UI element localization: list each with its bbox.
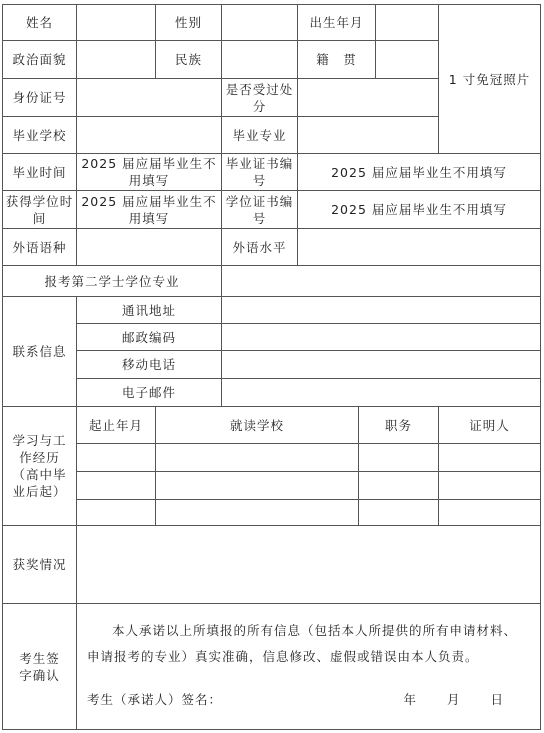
promise-text: 本人承诺以上所填报的所有信息（包括本人所提供的所有申请材料、申请报考的专业）真实准确，信息修改、虚假或错误由本人负责。 — [87, 623, 518, 664]
birth-label: 出生年月 — [297, 4, 376, 41]
school-label: 毕业学校 — [2, 116, 77, 154]
exp-row2-period[interactable] — [76, 471, 156, 500]
email-label: 电子邮件 — [76, 378, 222, 407]
degree-no-note: 2025 届应届毕业生不用填写 — [297, 190, 541, 229]
mobile-field[interactable] — [221, 350, 541, 379]
second-degree-label: 报考第二学士学位专业 — [2, 265, 222, 297]
ethnicity-label: 民族 — [155, 40, 222, 79]
exp-row3-position[interactable] — [358, 499, 439, 526]
diploma-no-note: 2025 届应届毕业生不用填写 — [297, 153, 541, 191]
school-field[interactable] — [76, 116, 222, 154]
gender-label: 性别 — [155, 4, 222, 41]
witness-header: 证明人 — [438, 406, 541, 444]
name-field[interactable] — [76, 4, 156, 41]
exp-row3-witness[interactable] — [438, 499, 541, 526]
id-number-label: 身份证号 — [2, 78, 77, 117]
ethnicity-field[interactable] — [221, 40, 298, 79]
native-place-field[interactable] — [375, 40, 439, 79]
major-label: 毕业专业 — [221, 116, 298, 154]
photo-placeholder[interactable]: 1 寸免冠照片 — [438, 4, 541, 154]
exp-row2-position[interactable] — [358, 471, 439, 500]
exp-row1-period[interactable] — [76, 443, 156, 472]
position-header: 职务 — [358, 406, 439, 444]
exp-row1-school[interactable] — [155, 443, 359, 472]
degree-no-label: 学位证书编号 — [221, 190, 298, 229]
signature-label[interactable]: 考生（承诺人）签名： — [87, 692, 223, 707]
signature-date[interactable] — [403, 691, 530, 708]
native-place-label: 籍 贯 — [297, 40, 376, 79]
major-field[interactable] — [297, 116, 439, 154]
diploma-no-label: 毕业证书编号 — [221, 153, 298, 191]
day-label: 日 — [490, 692, 504, 707]
postcode-label: 邮政编码 — [76, 323, 222, 351]
gender-field[interactable] — [221, 4, 298, 41]
degree-time-label: 获得学位时间 — [2, 190, 77, 229]
experience-label: 学习与工作经历（高中毕业后起） — [2, 406, 77, 526]
political-field[interactable] — [76, 40, 156, 79]
confirm-label: 考生签字确认 — [2, 603, 77, 730]
address-label: 通讯地址 — [76, 296, 222, 324]
school-col-header: 就读学校 — [155, 406, 359, 444]
degree-time-note: 2025 届应届毕业生不用填写 — [76, 190, 222, 229]
exp-row3-school[interactable] — [155, 499, 359, 526]
exp-row1-witness[interactable] — [438, 443, 541, 472]
punished-label: 是否受过处分 — [221, 78, 298, 117]
lang-level-label: 外语水平 — [221, 228, 298, 266]
political-label: 政治面貌 — [2, 40, 77, 79]
birth-field[interactable] — [375, 4, 439, 41]
address-field[interactable] — [221, 296, 541, 324]
lang-level-field[interactable] — [297, 228, 541, 266]
exp-row2-witness[interactable] — [438, 471, 541, 500]
grad-time-note: 2025 届应届毕业生不用填写 — [76, 153, 222, 191]
exp-row2-school[interactable] — [155, 471, 359, 500]
exp-row3-period[interactable] — [76, 499, 156, 526]
id-number-field[interactable] — [76, 78, 222, 117]
contact-label: 联系信息 — [2, 296, 77, 407]
postcode-field[interactable] — [221, 323, 541, 351]
lang-label: 外语语种 — [2, 228, 77, 266]
name-label: 姓名 — [2, 4, 77, 41]
awards-field[interactable] — [76, 525, 541, 604]
lang-field[interactable] — [76, 228, 222, 266]
awards-label: 获奖情况 — [2, 525, 77, 604]
promise-box — [76, 603, 541, 730]
punished-field[interactable] — [297, 78, 439, 117]
mobile-label: 移动电话 — [76, 350, 222, 379]
year-label: 年 — [403, 692, 417, 707]
exp-row1-position[interactable] — [358, 443, 439, 472]
month-label: 月 — [446, 692, 461, 707]
second-degree-field[interactable] — [221, 265, 541, 297]
grad-time-label: 毕业时间 — [2, 153, 77, 191]
signature-line — [87, 691, 530, 708]
email-field[interactable] — [221, 378, 541, 407]
start-end-header: 起止年月 — [76, 406, 156, 444]
